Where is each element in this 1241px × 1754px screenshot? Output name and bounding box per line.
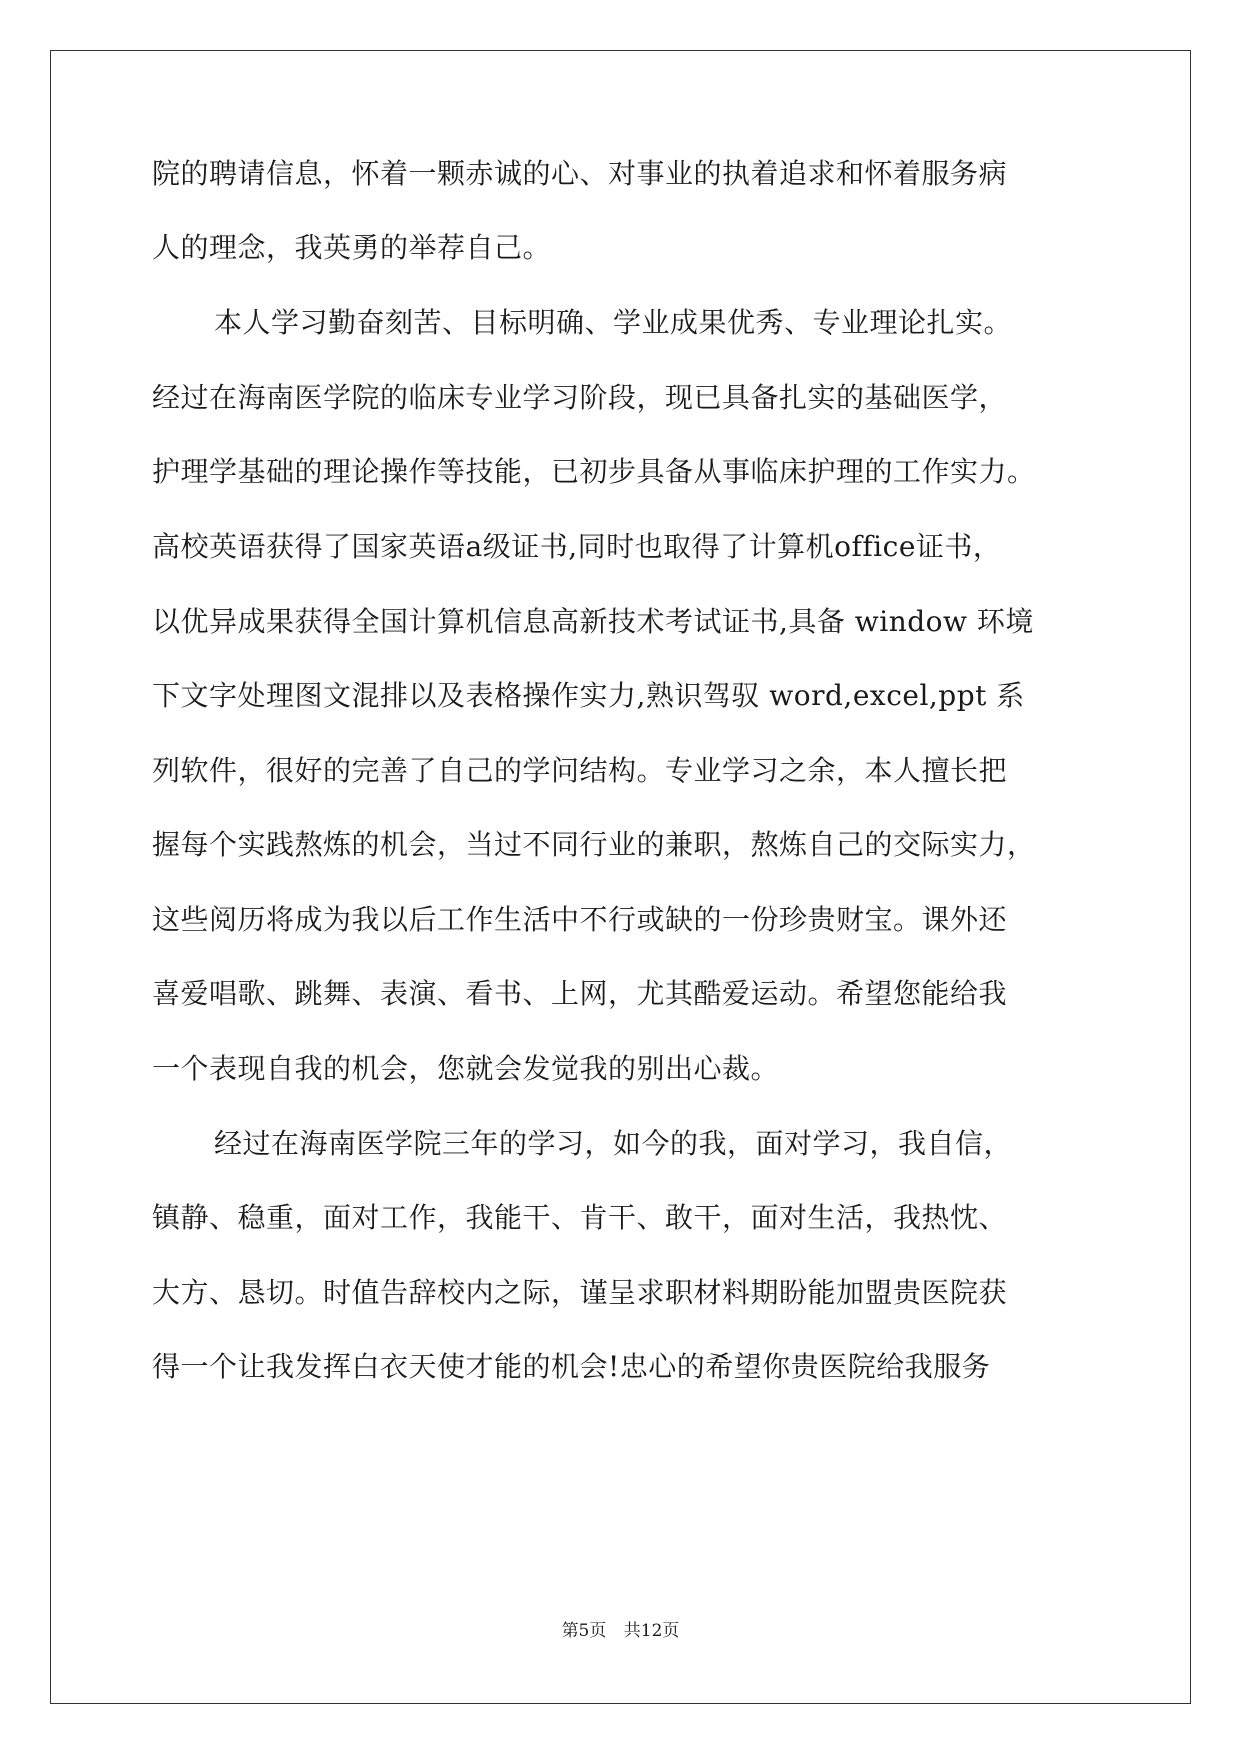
paragraph-start-line: 本人学习勤奋刻苦、目标明确、学业成果优秀、专业理论扎实。 (214, 306, 1013, 339)
text-line: 高校英语获得了国家英语a级证书,同时也取得了计算机office证书， (152, 530, 1002, 563)
text-line: 得一个让我发挥白衣天使才能的机会!忠心的希望你贵医院给我服务 (152, 1350, 991, 1383)
text-line: 经过在海南医学院的临床专业学习阶段，现已具备扎实的基础医学， (152, 381, 1008, 414)
text-line: 一个表现自我的机会，您就会发觉我的别出心裁。 (152, 1052, 780, 1085)
text-line: 列软件，很好的完善了自己的学问结构。专业学习之余，本人擅长把 (152, 754, 1008, 787)
page-frame (50, 50, 1191, 1704)
paragraph-start-line: 经过在海南医学院三年的学习，如今的我，面对学习，我自信， (214, 1127, 1013, 1160)
text-line: 镇静、稳重，面对工作，我能干、肯干、敢干，面对生活，我热忱、 (152, 1201, 1008, 1234)
text-line: 喜爱唱歌、跳舞、表演、看书、上网，尤其酷爱运动。希望您能给我 (152, 977, 1008, 1010)
text-line: 护理学基础的理论操作等技能，已初步具备从事临床护理的工作实力。 (152, 455, 1036, 488)
page-number: 第5页 (561, 1621, 607, 1641)
text-line: 人的理念，我英勇的举荐自己。 (152, 231, 552, 264)
text-line: 下文字处理图文混排以及表格操作实力,熟识驾驭 word,excel,ppt 系 (152, 679, 1025, 712)
page-total: 共12页 (623, 1621, 680, 1641)
text-line: 以优异成果获得全国计算机信息高新技术考试证书,具备 window 环境 (152, 605, 1034, 638)
text-line: 院的聘请信息，怀着一颗赤诚的心、对事业的执着追求和怀着服务病 (152, 157, 1008, 190)
text-line: 握每个实践熬炼的机会，当过不同行业的兼职，熬炼自己的交际实力， (152, 828, 1036, 861)
text-line: 大方、恳切。时值告辞校内之际，谨呈求职材料期盼能加盟贵医院获 (152, 1276, 1008, 1309)
text-line: 这些阅历将成为我以后工作生活中不行或缺的一份珍贵财宝。课外还 (152, 903, 1008, 936)
page-footer (0, 1620, 1241, 1642)
